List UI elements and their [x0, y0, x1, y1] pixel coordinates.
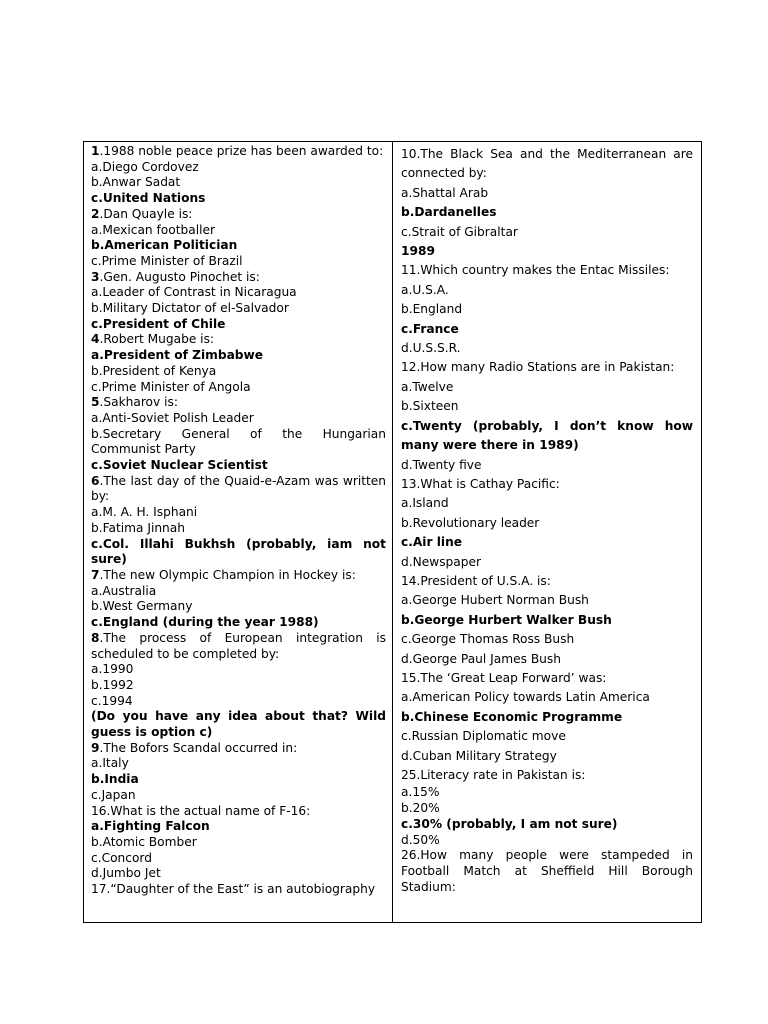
option-line: a.U.S.A. [401, 282, 449, 297]
year-heading: 1989 [401, 244, 435, 259]
answer-line: b.Dardanelles [401, 205, 497, 220]
option-line: c.Russian Diplomatic move [401, 729, 566, 744]
option-line: d.50% [401, 832, 440, 847]
answer-line: c.France [401, 321, 459, 336]
answer-line: b.Chinese Economic Programme [401, 709, 623, 724]
option-line: b.Atomic Bomber [91, 834, 197, 849]
option-line: b.Anwar Sadat [91, 175, 181, 190]
answer-line: c.President of Chile [91, 316, 226, 331]
option-line: b.President of Kenya [91, 363, 217, 378]
left-column [84, 142, 393, 922]
option-line: c.Prime Minister of Brazil [91, 253, 243, 268]
option-line: a.Mexican footballer [91, 222, 215, 237]
option-line: a.1990 [91, 662, 134, 677]
option-line: a.Anti-Soviet Polish Leader [91, 410, 254, 425]
option-line: a.Twelve [401, 379, 454, 394]
option-line: a.Shattal Arab [401, 185, 489, 200]
question-line: 25.Literacy rate in Pakistan is: [401, 768, 586, 782]
answer-line: b.India [91, 772, 139, 787]
question-line: 9.The Bofors Scandal occurred in: [91, 740, 298, 755]
answer-line: a.Fighting Falcon [91, 819, 210, 834]
option-line: a.Island [401, 496, 449, 511]
option-line: c.Japan [91, 787, 136, 802]
answer-line: (Do you have any idea about that? Wild guess is option c) [91, 709, 386, 740]
question-line: 7.The new Olympic Champion in Hockey is: [91, 567, 356, 582]
question-line: 12.How many Radio Stations are in Pakistan: [401, 360, 675, 375]
answer-line: b.George Hurbert Walker Bush [401, 612, 612, 627]
option-line: a.Australia [91, 583, 157, 598]
option-line: c.1994 [91, 693, 133, 708]
right-column [393, 142, 701, 922]
option-line: a.15% [401, 785, 440, 800]
option-line: d.Twenty five [401, 457, 482, 472]
option-line: a.George Hubert Norman Bush [401, 593, 589, 608]
question-line: 26.How many people were stampeded in Football Match at Sheffield Hill Borough Stadium: [401, 848, 693, 894]
answer-line: c.United Nations [91, 191, 206, 206]
option-line: d.George Paul James Bush [401, 651, 561, 666]
answer-line: c.30% (probably, I am not sure) [401, 816, 618, 831]
question-line: 5.Sakharov is: [91, 395, 178, 410]
question-line: 10.The Black Sea and the Mediterranean are connected by: [401, 147, 693, 181]
option-line: b.Sixteen [401, 399, 459, 414]
question-line: 14.President of U.S.A. is: [401, 573, 551, 588]
option-line: c.Strait of Gibraltar [401, 224, 518, 239]
option-line: d.Cuban Military Strategy [401, 748, 557, 763]
question-line: 1.1988 noble peace prize has been awarded to: [91, 144, 384, 158]
option-line: a.M. A. H. Isphani [91, 505, 198, 520]
option-line: d.Newspaper [401, 554, 481, 569]
option-line: b.20% [401, 801, 440, 816]
answer-line: c.England (during the year 1988) [91, 615, 319, 630]
question-line: 2.Dan Quayle is: [91, 206, 193, 221]
option-line: b.West Germany [91, 599, 193, 614]
question-line: 16.What is the actual name of F-16: [91, 803, 311, 818]
quiz-table [83, 141, 702, 923]
question-line: 3.Gen. Augusto Pinochet is: [91, 269, 260, 284]
option-line: a.Leader of Contrast in Nicaragua [91, 285, 297, 300]
option-line: c.Prime Minister of Angola [91, 379, 251, 394]
question-line: 4.Robert Mugabe is: [91, 332, 215, 347]
option-line: a.American Policy towards Latin America [401, 690, 650, 705]
question-line: 13.What is Cathay Pacific: [401, 476, 560, 491]
answer-line: c.Col. Illahi Bukhsh (probably, iam not sure) [91, 536, 386, 567]
question-line: 6.The last day of the Quaid-e-Azam was written by: [91, 473, 386, 504]
answer-line: b.American Politician [91, 238, 238, 253]
option-line: d.U.S.S.R. [401, 341, 461, 356]
option-line: b.Revolutionary leader [401, 515, 540, 530]
option-line: b.1992 [91, 677, 134, 692]
answer-line: c.Soviet Nuclear Scientist [91, 458, 268, 473]
option-line: c.Concord [91, 850, 152, 865]
question-line: 11.Which country makes the Entac Missiles: [401, 263, 670, 278]
question-line: 17.“Daughter of the East” is an autobiography [91, 882, 376, 897]
answer-line: a.President of Zimbabwe [91, 348, 264, 363]
option-line: c.George Thomas Ross Bush [401, 632, 575, 647]
answer-line: c.Twenty (probably, I don’t know how many were there in 1989) [401, 418, 693, 453]
option-line: b.Fatima Jinnah [91, 520, 185, 535]
option-line: b.Military Dictator of el-Salvador [91, 301, 289, 316]
option-line: d.Jumbo Jet [91, 866, 161, 881]
question-line: 8.The process of European integration is scheduled to be completed by: [91, 630, 386, 661]
option-line: a.Italy [91, 756, 129, 771]
question-line: 15.The ‘Great Leap Forward’ was: [401, 670, 607, 685]
option-line: b.Secretary General of the Hungarian Communist Party [91, 426, 386, 457]
answer-line: c.Air line [401, 535, 463, 550]
option-line: a.Diego Cordovez [91, 159, 199, 174]
option-line: b.England [401, 302, 463, 317]
